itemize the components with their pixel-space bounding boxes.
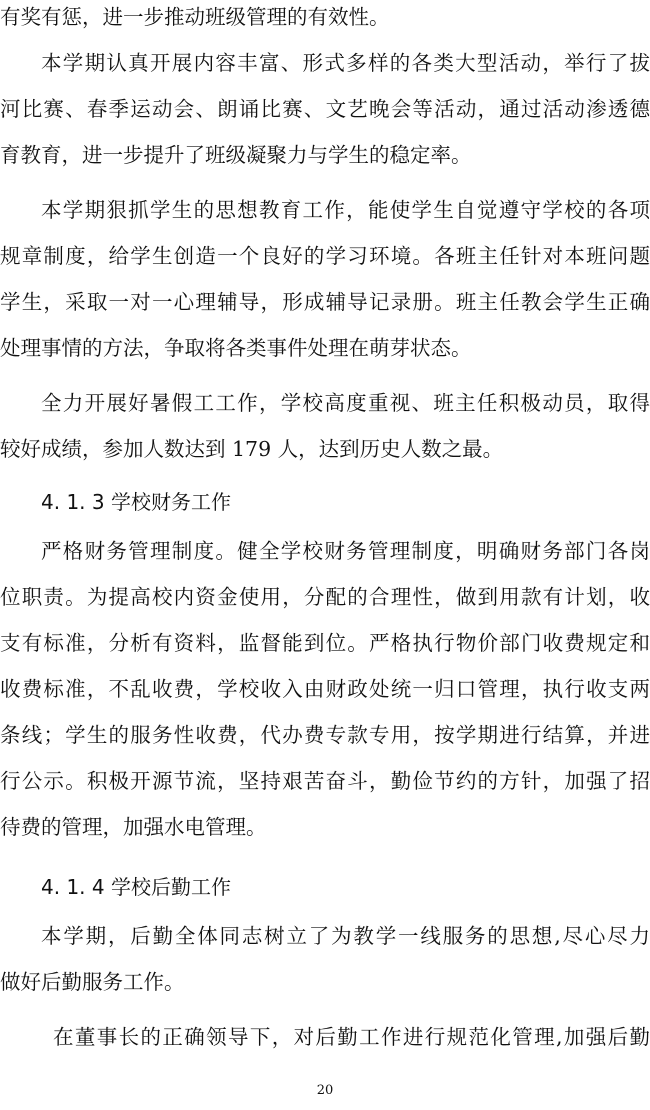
paragraph-line: 在董事长的正确领导下，对后勤工作进行规范化管理,加强后勤 (53, 1025, 650, 1049)
paragraph-line: 严格财务管理制度。健全学校财务管理制度，明确财务部门各岗 (41, 539, 650, 563)
paragraph-line: 全力开展好暑假工工作，学校高度重视、班主任积极动员，取得 (41, 391, 650, 415)
paragraph-line: 位职责。为提高校内资金使用，分配的合理性，做到用款有计划，收 (0, 585, 650, 609)
paragraph-line: 做好后勤服务工作。 (0, 970, 185, 994)
paragraph-line: 行公示。积极开源节流，坚持艰苦奋斗，勤俭节约的方针，加强了招 (0, 769, 650, 793)
paragraph-line: 规章制度，给学生创造一个良好的学习环境。各班主任针对本班问题 (0, 244, 650, 268)
paragraph-line: 河比赛、春季运动会、朗诵比赛、文艺晚会等活动，通过活动渗透德 (0, 97, 650, 121)
section-heading: 4. 1. 4 学校后勤工作 (41, 875, 231, 899)
paragraph-line: 本学期狠抓学生的思想教育工作，能使学生自觉遵守学校的各项 (41, 198, 650, 222)
paragraph-line: 有奖有惩，进一步推动班级管理的有效性。 (0, 5, 390, 29)
paragraph-line: 本学期认真开展内容丰富、形式多样的各类大型活动，举行了拔 (41, 51, 650, 75)
paragraph-line: 条线；学生的服务性收费，代办费专款专用，按学期进行结算，并进 (0, 723, 650, 747)
paragraph-line: 较好成绩，参加人数达到 179 人，达到历史人数之最。 (0, 437, 504, 461)
paragraph-line: 育教育，进一步提升了班级凝聚力与学生的稳定率。 (0, 143, 472, 167)
paragraph-line: 学生，采取一对一心理辅导，形成辅导记录册。班主任教会学生正确 (0, 290, 650, 314)
paragraph-line: 待费的管理，加强水电管理。 (0, 815, 267, 839)
paragraph-line: 本学期，后勤全体同志树立了为教学一线服务的思想,尽心尽力 (41, 924, 650, 948)
paragraph-line: 收费标准，不乱收费，学校收入由财政处统一归口管理，执行收支两 (0, 677, 650, 701)
page-number: 20 (316, 1083, 334, 1098)
paragraph-line: 支有标准，分析有资料，监督能到位。严格执行物价部门收费规定和 (0, 631, 650, 655)
section-heading: 4. 1. 3 学校财务工作 (41, 490, 231, 514)
paragraph-line: 处理事情的方法，争取将各类事件处理在萌芽状态。 (0, 336, 472, 360)
